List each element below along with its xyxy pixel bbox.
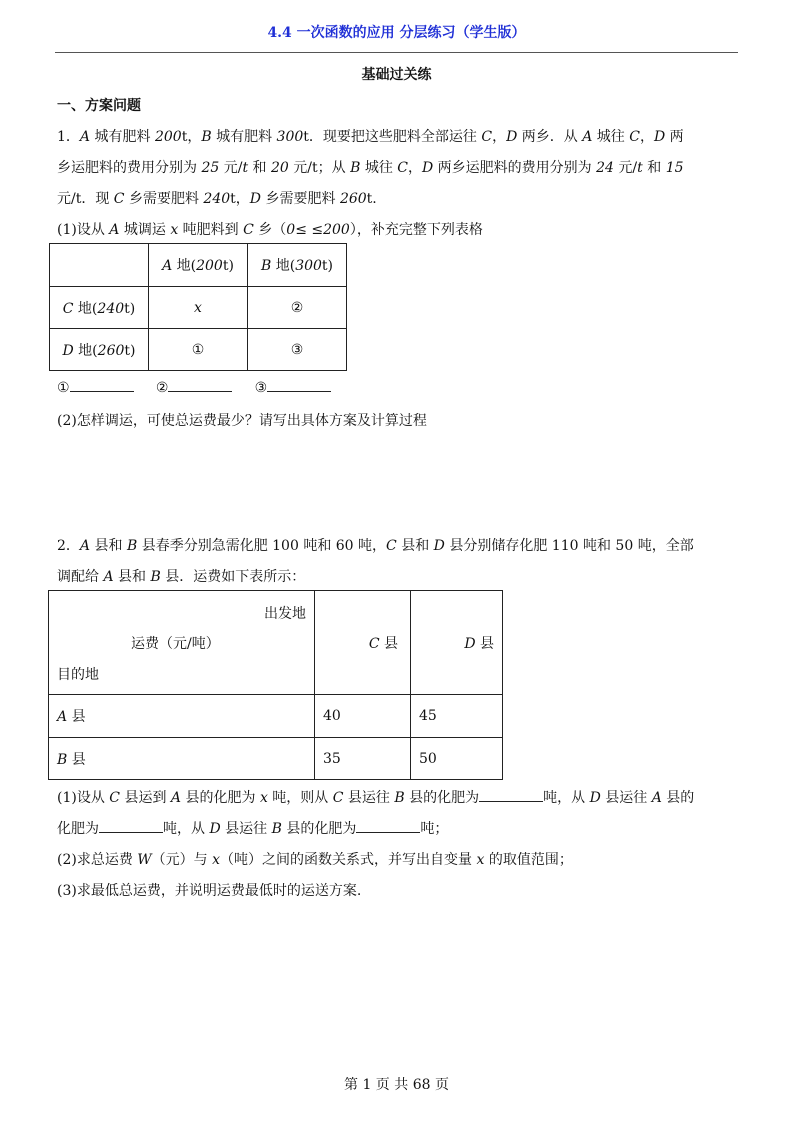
table-cell: 35 <box>315 738 411 780</box>
q1-answer-blanks: ① ② ③ <box>57 379 331 396</box>
table-row-header-a: A 县 <box>49 695 315 738</box>
table-row-header-c: C 地(240t) <box>50 287 149 329</box>
table-header-d: D 县 <box>411 591 503 695</box>
table-header-a: A 地(200t) <box>149 244 248 287</box>
header-origin: 出发地 <box>264 606 306 622</box>
q2-table <box>48 590 503 780</box>
q1-line-2: 乡运肥料的费用分别为 25 元/t 和 20 元/t；从 B 城往 C，D 两乡运肥料的费用分别为 24 元/t 和 15 <box>57 160 684 176</box>
table-cell: ② <box>248 287 347 329</box>
table-header-b: B 地(300t) <box>248 244 347 287</box>
table-cell: ① <box>149 329 248 371</box>
page-footer: 第 1 页 共 68 页 <box>344 1077 449 1093</box>
q1-part-2: (2)怎样调运，可使总运费最少？请写出具体方案及计算过程 <box>57 413 427 429</box>
q2-part-1: (1)设从 C 县运到 A 县的化肥为 x 吨，则从 C 县运往 B 县的化肥为 吨，从 D 县运往 A 县的 <box>57 790 695 806</box>
q2-part-2: (2)求总运费 W（元）与 x（吨）之间的函数关系式，并写出自变量 x 的取值范围； <box>57 852 573 868</box>
table-row-header-d: D 地(260t) <box>50 329 149 371</box>
table-header-diagonal <box>49 591 315 695</box>
q1-table <box>49 243 347 371</box>
header-rule <box>55 52 738 53</box>
table-cell: 50 <box>411 738 503 780</box>
answer-blank[interactable] <box>356 820 420 833</box>
answer-blank[interactable] <box>70 379 134 392</box>
q1-part-1: (1)设从 A 城调运 x 吨肥料到 C 乡（0≤ ≤200），补充完整下列表格 <box>57 222 483 238</box>
q2-line-2: 调配给 A 县和 B 县．运费如下表所示： <box>57 569 306 585</box>
table-cell: x <box>149 287 248 329</box>
header-destination: 目的地 <box>57 667 99 683</box>
section-title: 基础过关练 <box>361 67 432 83</box>
answer-blank[interactable] <box>168 379 232 392</box>
page-title: 4.4 一次函数的应用 分层练习（学生版） <box>267 25 526 41</box>
q2-part-1-cont: 化肥为 吨，从 D 县运往 B 县的化肥为 吨； <box>57 821 449 837</box>
q1-line-3: 元/t．现 C 乡需要肥料 240t，D 乡需要肥料 260t. <box>57 191 377 207</box>
table-cell: 40 <box>315 695 411 738</box>
table-cell: ③ <box>248 329 347 371</box>
q2-part-3: (3)求最低总运费，并说明运费最低时的运送方案. <box>57 883 362 899</box>
table-row-header-b: B 县 <box>49 738 315 780</box>
table-cell: 45 <box>411 695 503 738</box>
header-cost: 运费（元/吨） <box>131 636 220 652</box>
q2-line-1: 2．A 县和 B 县春季分别急需化肥 100 吨和 60 吨，C 县和 D 县分别储存化肥 110 吨和 50 吨，全部 <box>57 538 694 554</box>
part-title: 一、方案问题 <box>57 98 141 114</box>
answer-blank[interactable] <box>267 379 331 392</box>
answer-blank[interactable] <box>99 820 163 833</box>
q1-line-1: 1．A 城有肥料 200t，B 城有肥料 300t．现要把这些肥料全部运往 C，D 两乡．从 A 城往 C，D 两 <box>57 129 684 145</box>
answer-blank[interactable] <box>479 789 543 802</box>
table-header-c: C 县 <box>315 591 411 695</box>
table-cell-empty <box>50 244 149 287</box>
